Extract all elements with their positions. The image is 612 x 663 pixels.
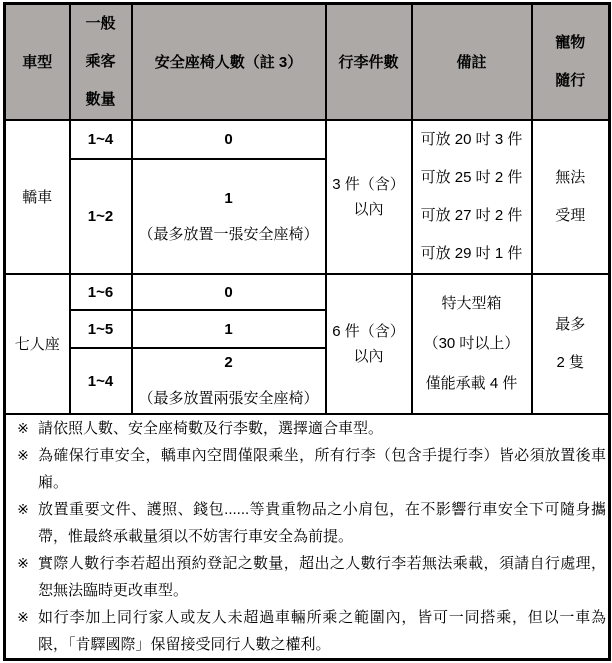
seven-seater-row-1 bbox=[5, 274, 610, 310]
header-vehicle-type: 車型 bbox=[5, 4, 70, 121]
sedan-remark-line: 可放 25 吋 2 件 bbox=[420, 169, 523, 186]
seven-seater-luggage-cell bbox=[326, 274, 412, 414]
sedan-remark-line: 可放 27 吋 2 件 bbox=[420, 207, 523, 224]
seven-seater-seats-3 bbox=[132, 348, 326, 414]
seven-seater-passengers-2: 1~5 bbox=[70, 310, 132, 348]
seven-seater-pets-line: 2 隻 bbox=[556, 354, 584, 371]
sedan-pets-line: 受理 bbox=[555, 207, 586, 224]
sedan-luggage-line: 以內 bbox=[353, 201, 384, 218]
sedan-seats-2-count: 1 bbox=[224, 189, 233, 207]
footnote-item bbox=[8, 496, 606, 550]
footnote-text: 如行李加上同行家人或友人未超過車輛所乘之範圍內，皆可一同搭乘，但以一車為限，「肯驛國際」保留接受同行人數之權利。 bbox=[38, 609, 606, 653]
header-safety-seat: 安全座椅人數（註 3） bbox=[132, 4, 326, 121]
sedan-seats-2 bbox=[132, 159, 326, 274]
seven-seater-seats-1: 0 bbox=[132, 274, 326, 310]
sedan-luggage-line: 3 件（含） bbox=[332, 176, 405, 193]
header-passenger-line: 數量 bbox=[85, 91, 116, 108]
footnote-marker: ※ bbox=[17, 609, 29, 625]
sedan-seats-1: 0 bbox=[132, 120, 326, 159]
footnote-marker: ※ bbox=[17, 555, 29, 571]
sedan-vehicle-cell: 轎車 bbox=[5, 120, 70, 274]
sedan-row-1 bbox=[5, 120, 610, 159]
footnote-text: 放置重要文件、護照、錢包......等貴重物品之小肩包，在不影響行車安全下可隨身攜帶，惟最終承載量須以不妨害行車安全為前提。 bbox=[38, 501, 606, 545]
seven-seater-luggage-line: 6 件（含） bbox=[332, 323, 405, 340]
footnote-marker: ※ bbox=[17, 501, 29, 517]
footnote-text: 請依照人數、安全座椅數及行李數，選擇適合車型。 bbox=[38, 420, 384, 437]
header-pets-line: 隨行 bbox=[555, 72, 586, 89]
sedan-remark-line: 可放 29 吋 1 件 bbox=[420, 245, 523, 262]
seven-seater-passengers-1: 1~6 bbox=[70, 274, 132, 310]
header-pets bbox=[532, 4, 610, 121]
footnotes-row bbox=[5, 414, 610, 660]
header-remarks: 備註 bbox=[412, 4, 532, 121]
sedan-remark-line: 可放 20 吋 3 件 bbox=[420, 131, 523, 148]
sedan-remarks-cell bbox=[412, 120, 532, 274]
seven-seater-remark-line: 僅能承載 4 件 bbox=[425, 375, 518, 392]
seven-seater-remark-line: （30 吋以上） bbox=[423, 335, 520, 352]
footnote-item bbox=[8, 442, 606, 496]
seven-seater-vehicle-cell: 七人座 bbox=[5, 274, 70, 414]
seven-seater-seats-2: 1 bbox=[132, 310, 326, 348]
footnote-marker: ※ bbox=[17, 447, 29, 463]
header-luggage: 行李件數 bbox=[326, 4, 412, 121]
footnote-text: 為確保行車安全，轎車內空間僅限乘坐，所有行李（包含手提行李）皆必須放置後車廂。 bbox=[38, 447, 606, 491]
seven-seater-seats-3-count: 2 bbox=[224, 354, 233, 371]
seven-seater-seats-3-note: （最多放置兩張安全座椅） bbox=[138, 390, 319, 407]
sedan-luggage-cell bbox=[326, 120, 412, 274]
sedan-passengers-1: 1~4 bbox=[70, 120, 132, 159]
header-passenger-line: 乘客 bbox=[85, 53, 116, 70]
footnotes-cell bbox=[5, 414, 610, 660]
sedan-pets-cell bbox=[532, 120, 610, 274]
seven-seater-remark-line: 特大型箱 bbox=[441, 295, 502, 312]
seven-seater-luggage-line: 以內 bbox=[353, 348, 384, 365]
footnote-text: 實際人數行李若超出預約登記之數量，超出之人數行李若無法乘載，須請自行處理，恕無法臨時更改車型。 bbox=[38, 555, 606, 599]
footnote-item bbox=[8, 604, 606, 658]
footnote-marker: ※ bbox=[17, 420, 29, 436]
header-passenger-count bbox=[70, 4, 132, 121]
sedan-pets-line: 無法 bbox=[555, 169, 586, 186]
sedan-seats-2-note: （最多放置一張安全座椅） bbox=[138, 225, 319, 243]
seven-seater-pets-line: 最多 bbox=[555, 316, 586, 333]
header-pets-line: 寵物 bbox=[555, 34, 586, 51]
seven-seater-remarks-cell bbox=[412, 274, 532, 414]
footnote-item bbox=[8, 415, 606, 442]
header-passenger-line: 一般 bbox=[85, 15, 116, 32]
seven-seater-pets-cell bbox=[532, 274, 610, 414]
table-header-row bbox=[5, 4, 610, 121]
vehicle-capacity-table bbox=[3, 2, 611, 661]
footnote-item bbox=[8, 550, 606, 604]
sedan-passengers-2: 1~2 bbox=[70, 159, 132, 274]
seven-seater-passengers-3: 1~4 bbox=[70, 348, 132, 414]
